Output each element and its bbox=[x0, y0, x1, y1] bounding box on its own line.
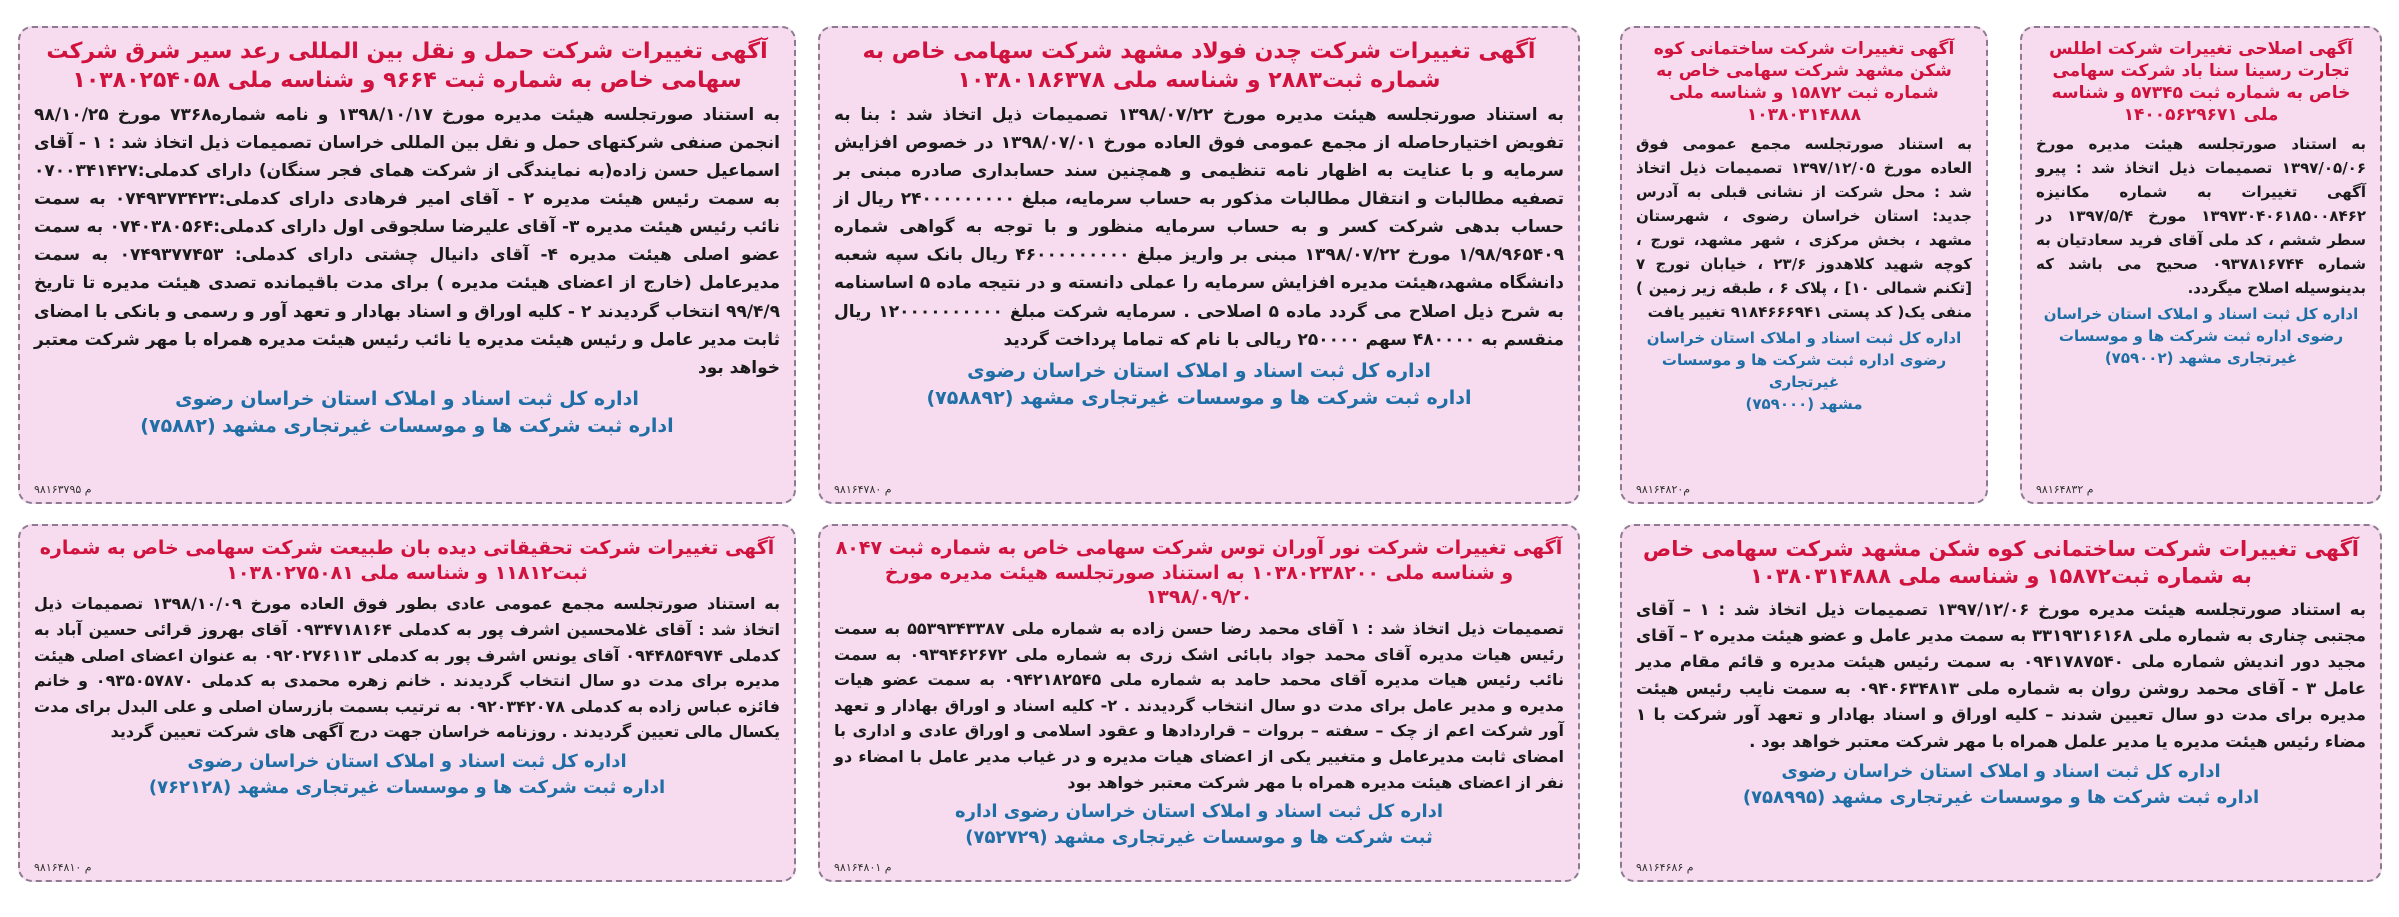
ad-dideban-tabiat bbox=[18, 524, 796, 882]
ad-noor-avaran-toos bbox=[818, 524, 1580, 882]
ad-raad-seir-shargh bbox=[18, 26, 796, 504]
ad-title: آگهی تغییرات شرکت تحقیقاتی دیده بان طبیعت شرکت سهامی خاص به شماره ثبت۱۱۸۱۲ و شناسه ملی ۱۰۳۸۰۲۷۵۰۸۱ bbox=[39, 537, 775, 584]
ad-signature-line-1: اداره کل ثبت اسناد و املاک استان خراسان رضوی bbox=[1781, 760, 2221, 782]
ad-chodan-foolad-mashhad bbox=[818, 26, 1580, 504]
ad-body: به استناد صورتجلسه هیئت مدیره مورخ ۱۳۹۷/۱۲/۰۶ تصمیمات ذیل اتخاذ شد : ۱ – آقای مجتبی چناری به شماره ملی ۳۳۱۹۳۱۶۱۶۸ به سمت مدیر عامل و عضو هیئت مدیره ۲ – آقای مجید دور اندیش شماره ملی ۰۹۴۱۷۸۷۵۴۰ به سمت رئیس هیئت مدیره و قائم مقام مدیر عامل ۳ - آقای محمد روشن روان به شماره ملی ۰۹۴۰۶۳۴۸۱۳ به سمت نایب رئیس هیئت مدیره برای مدت دو سال تعیین شدند – کلیه اوراق و اسناد بهادار و تعهد آور شرکت با ۱ مضاء رئیس هیئت مدیره یا مدیر علمل همراه با مهر شرکت معتبر خواهد بود . bbox=[1636, 599, 2367, 751]
ad-signature-line-2: اداره ثبت شرکت ها و موسسات غیرتجاری مشهد (۷۶۲۱۲۸) bbox=[148, 777, 666, 799]
ad-body: به استناد صورتجلسه هیئت مدیره مورخ ۱۳۹۸/۱۰/۱۷ و نامه شماره۷۳۶۸ مورخ ۹۸/۱۰/۲۵ انجمن صنفی شرکتهای حمل و نقل بین المللی خراسان تصمیمات ذیل اتخاذ شد : ۱ - آقای اسماعیل حسن زاده(به نمایندگی از شرکت همای فجر سنگان) دارای کدملی:۰۷۰۰۳۴۱۴۲۷ به سمت رئیس هیئت مدیره ۲ - آقای امیر فرهادی دارای کدملی:۰۷۴۹۳۷۳۴۲۳ به سمت نائب رئیس هیئت مدیره ۳- آقای علیرضا سلجوقی اول دارای کدملی:۰۷۴۰۳۸۰۵۶۴ به سمت عضو اصلی هیئت مدیره ۴- آقای دانیال چشتی دارای کدملی: ۰۷۴۹۳۷۷۴۵۳ به سمت مدیرعامل (خارج از اعضای هیئت مدیره ) برای مدت باقیمانده تصدی هیئت مدیره تا تاریخ ۹۹/۴/۹ انتخاب گردیدند ۲ - کلیه اوراق و اسناد بهادار و تعهد آور و رسمی و بانکی با امضای ثابت مدیر عامل و رئیس هیئت مدیره یا نائب رئیس هیئت مدیره همراه با مهر شرکت معتبر خواهد بود bbox=[34, 105, 781, 378]
ad-signature-line-1: اداره کل ثبت اسناد و املاک استان خراسان رضوی bbox=[187, 750, 627, 772]
ad-reference-code: م ۹۸۱۶۴۷۸۰ bbox=[834, 483, 892, 496]
ad-signature-line-2: غیرتجاری مشهد (۷۵۹۰۰۲) bbox=[2104, 348, 2298, 367]
ad-signature-line-1: اداره کل ثبت اسناد و املاک استان خراسان رضوی bbox=[175, 387, 639, 410]
ad-kooh-shekan-board-change bbox=[1620, 524, 2382, 882]
ad-atlas-tejarat-correction bbox=[2020, 26, 2382, 504]
ad-body: به استناد صورتجلسه هیئت مدیره مورخ ۱۳۹۸/۰۷/۲۲ تصمیمات ذیل اتخاذ شد : بنا به تفویض اختیارحاصله از مجمع عمومی فوق العاده مورخ ۱۳۹۸/۰۷/۰۱ در خصوص افزایش سرمایه و با عنایت به اظهار نامه تنظیمی و همچنین سند حسابداری صادره مبنی بر تصفیه مطالبات و انتقال مطالبات مذکور به حساب سرمایه، مبلغ ۲۴۰۰۰۰۰۰۰۰۰ ریال از حساب بدهی شرکت کسر و به حساب سرمایه منظور و با توجه به گواهی شماره ۱/۹۸/۹۶۵۴۰۹ مورخ ۱۳۹۸/۰۷/۲۲ مبنی بر واریز مبلغ ۴۶۰۰۰۰۰۰۰۰۰ ریال بانک سپه شعبه دانشگاه مشهد،هیئت مدیره افزایش سرمایه را عملی دانسته و در نتیجه ماده ۵ اساسنامه به شرح ذیل اصلاح می گردد ماده ۵ اصلاحی . سرمایه شرکت مبلغ ۱۲۰۰۰۰۰۰۰۰۰۰ ریال منقسم به ۴۸۰۰۰۰ سهم ۲۵۰۰۰۰ ریالی با نام که تماما پرداخت گردید bbox=[834, 105, 1565, 350]
ad-signature-line-2: اداره ثبت شرکت ها و موسسات غیرتجاری مشهد (۷۵۸۸۹۲) bbox=[926, 387, 1472, 410]
ad-signature-line-2: اداره ثبت شرکت ها و موسسات غیرتجاری مشهد (۷۵۸۹۹۵) bbox=[1742, 787, 2260, 809]
ad-body: تصمیمات ذیل اتخاذ شد : ۱ آقای محمد رضا حسن زاده به شماره ملی ۵۵۳۹۳۴۳۳۸۷ به سمت رئیس هیات مدیره آقای محمد جواد بابائی اشک زری به شماره ملی ۰۹۳۹۴۶۲۶۷۲ به سمت نائب رئیس هیات مدیره آقای محمد حامد به شماره ملی ۰۹۴۲۱۸۲۵۴۵ به سمت عضو هیات مدیره و مدیر عامل برای مدت دو سال انتخاب گردیدند . ۲- کلیه اسناد و اوراق بهادار و تعهد آور شرکت اعم از چک – سفته – بروات – قراردادها و عقود اسلامی و اوراق عادی و اداری با امضای ثابت مدیرعامل و متغییر یکی از اعضای هیات مدیره و در غیاب مدیر عامل با امضاء دو نفر از اعضای هیئت مدیره همراه با مهر شرکت معتبر خواهد بود bbox=[834, 619, 1565, 792]
ad-body: به استناد صورتجلسه مجمع عمومی فوق العاده مورخ ۱۳۹۷/۱۲/۰۵ تصمیمات ذیل اتخاذ شد : محل شرکت از نشانی قبلی به آدرس جدید: استان خراسان رضوی ، شهرستان مشهد ، بخش مرکزی ، شهر مشهد، تورج ، کوچه شهید کلاهدوز ۲۳/۶ ، خیابان تورج ۷ [تکنم شمالی ۱۰] ، پلاک ۶ ، طبقه زیر زمین ) منفی یک( کد پستی ۹۱۸۴۶۶۶۹۴۱ تغییر یافت bbox=[1636, 135, 1973, 322]
ad-signature-line-1: اداره کل ثبت اسناد و املاک استان خراسان رضوی اداره ثبت شرکت ها و موسسات غیرتجاری bbox=[1646, 329, 1962, 391]
ad-title: آگهی تغییرات شرکت ساختمانی کوه شکن مشهد شرکت سهامی خاص به شماره ثبت ۱۵۸۷۲ و شناسه ملی ۱۰۳۸۰۳۱۴۸۸۸ bbox=[1653, 39, 1955, 126]
ad-signature-line-1: اداره کل ثبت اسناد و املاک استان خراسان رضوی اداره ثبت شرکت ها و موسسات bbox=[2043, 305, 2359, 346]
ad-body: به استناد صورتجلسه هیئت مدیره مورخ ۱۳۹۷/۰۵/۰۶ تصمیمات ذیل اتخاذ شد : پیرو آگهی تغییرات به شماره مکانیزه ۱۳۹۷۳۰۴۰۶۱۸۵۰۰۸۴۶۲ مورخ ۱۳۹۷/۵/۴ در سطر ششم ، کد ملی آقای فرید سعادتیان به شماره ۰۹۳۷۸۱۶۷۴۴ صحیح می باشد که بدینوسیله اصلاح میگردد. bbox=[2036, 135, 2367, 298]
ad-title: آگهی اصلاحی تغییرات شرکت اطلس تجارت رسینا سنا باد شرکت سهامی خاص به شماره ثبت ۵۷۳۴۵ و شناسه ملی ۱۴۰۰۵۶۲۹۶۷۱ bbox=[2049, 39, 2353, 126]
ad-reference-code: م ۹۸۱۶۴۸۰۱ bbox=[834, 861, 892, 874]
ad-title: آگهی تغییرات شرکت ساختمانی کوه شکن مشهد شرکت سهامی خاص به شماره ثبت۱۵۸۷۲ و شناسه ملی ۱۰۳۸۰۳۱۴۸۸۸ bbox=[1642, 537, 2360, 589]
ad-signature-line-2: اداره ثبت شرکت ها و موسسات غیرتجاری مشهد (۷۵۸۸۲) bbox=[140, 415, 674, 438]
ad-reference-code: م ۹۸۱۶۴۸۳۲ bbox=[2036, 483, 2094, 496]
ad-signature-line-2: ثبت شرکت ها و موسسات غیرتجاری مشهد (۷۵۲۷۲۹) bbox=[965, 827, 1433, 849]
ad-signature-line-1: اداره کل ثبت اسناد و املاک استان خراسان رضوی bbox=[967, 359, 1431, 382]
ad-title: آگهی تغییرات شرکت چدن فولاد مشهد شرکت سهامی خاص به شماره ثبت۲۸۸۳ و شناسه ملی ۱۰۳۸۰۱۸۶۳۷۸ bbox=[862, 39, 1536, 93]
ad-body: به استناد صورتجلسه مجمع عمومی عادی بطور فوق العاده مورخ ۱۳۹۸/۱۰/۰۹ تصمیمات ذیل اتخاذ شد : آقای غلامحسین اشرف پور به کدملی ۰۹۳۴۷۱۸۱۶۴ آقای بهروز قرائی حسین آباد به کدملی ۰۹۴۴۸۵۴۹۷۴ آقای یونس اشرف پور به کدملی ۰۹۲۰۲۷۶۱۱۳ به عنوان اعضای اصلی هیئت مدیره برای مدت دو سال انتخاب گردیدند . خانم زهره محمدی به کدملی ۰۹۳۵۰۵۷۸۷۰ و خانم فائزه عباس زاده به کدملی ۰۹۲۰۳۴۲۰۷۸ به ترتیب بسمت بازرسان اصلی و علی البدل برای مدت یکسال مالی تعیین گردیدند . روزنامه خراسان جهت درج آگهی های شرکت تعیین گردید bbox=[34, 594, 781, 742]
ad-kooh-shekan-address-change bbox=[1620, 26, 1988, 504]
ad-title: آگهی تغییرات شرکت حمل و نقل بین المللی رعد سیر شرق شرکت سهامی خاص به شماره ثبت ۹۶۶۴ و شناسه ملی ۱۰۳۸۰۲۵۴۰۵۸ bbox=[46, 39, 768, 93]
ad-reference-code: م ۹۸۱۶۴۶۸۶ bbox=[1636, 861, 1694, 874]
ad-reference-code: م۹۸۱۶۴۸۲۰ bbox=[1636, 483, 1691, 496]
ad-reference-code: م ۹۸۱۶۳۷۹۵ bbox=[34, 483, 92, 496]
ad-signature-line-2: مشهد (۷۵۹۰۰۰) bbox=[1745, 394, 1863, 413]
ad-signature-line-1: اداره کل ثبت اسناد و املاک استان خراسان رضوی اداره bbox=[954, 801, 1444, 823]
ad-title: آگهی تغییرات شرکت نور آوران توس شرکت سهامی خاص به شماره ثبت ۸۰۴۷ و شناسه ملی ۱۰۳۸۰۲۳۸۲۰۰ به استناد صورتجلسه هیئت مدیره مورخ ۱۳۹۸/۰۹/۲۰ bbox=[835, 537, 1563, 609]
ad-reference-code: م ۹۸۱۶۴۸۱۰ bbox=[34, 861, 92, 874]
